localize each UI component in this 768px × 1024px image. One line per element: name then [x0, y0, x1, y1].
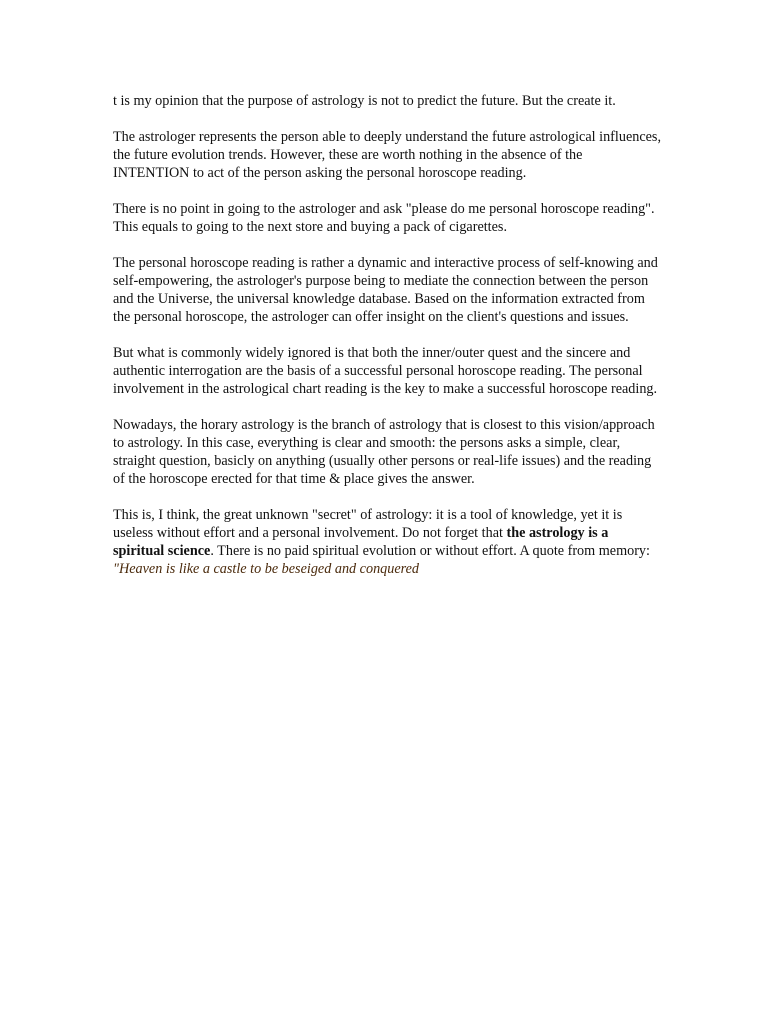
- paragraph-2: The astrologer represents the person able to deeply understand the future astrological influences, the future evolution trends. However, these are worth nothing in the absence of the INTENTION to act of the person asking the personal horoscope reading.: [113, 129, 661, 181]
- paragraph-7: [113, 506, 661, 578]
- quote-text: "Heaven is like a castle to be beseiged and conquered: [113, 561, 420, 577]
- paragraph-5: But what is commonly widely ignored is that both the inner/outer quest and the sincere and authentic interrogation are the basis of a successful personal horoscope reading. The personal involvement in the astrological chart reading is the key to make a successful horoscope reading.: [113, 345, 658, 397]
- document-body: [113, 92, 661, 596]
- paragraph-4: The personal horoscope reading is rather a dynamic and interactive process of self-knowing and self-empowering, the astrologer's purpose being to mediate the connection between the person and the Universe, the universal knowledge database. Based on the information extracted from the personal horoscope, the astrologer can offer insight on the client's questions and issues.: [113, 255, 658, 325]
- paragraph-6: Nowadays, the horary astrology is the branch of astrology that is closest to this vision/approach to astrology. In this case, everything is clear and smooth: the persons asks a simple, clear, straight question, basicly on anything (usually other persons or real-life issues) and the reading of the horoscope erected for that time & place gives the answer.: [113, 417, 655, 487]
- paragraph-7-intro: This is, I think, the great unknown "secret" of astrology: it is a tool of knowledge, yet it is useless without effort and a personal involvement. Do not forget that: [113, 507, 623, 541]
- paragraph-3: There is no point in going to the astrologer and ask "please do me personal horoscope reading". This equals to going to the next store and buying a pack of cigarettes.: [113, 201, 655, 235]
- paragraph-1: t is my opinion that the purpose of astrology is not to predict the future. But the create it.: [113, 93, 616, 109]
- emphasis-text: the astrology is a spiritual science: [113, 525, 609, 559]
- paragraph-7-middle: . There is no paid spiritual evolution or without effort. A quote from memory:: [210, 543, 650, 559]
